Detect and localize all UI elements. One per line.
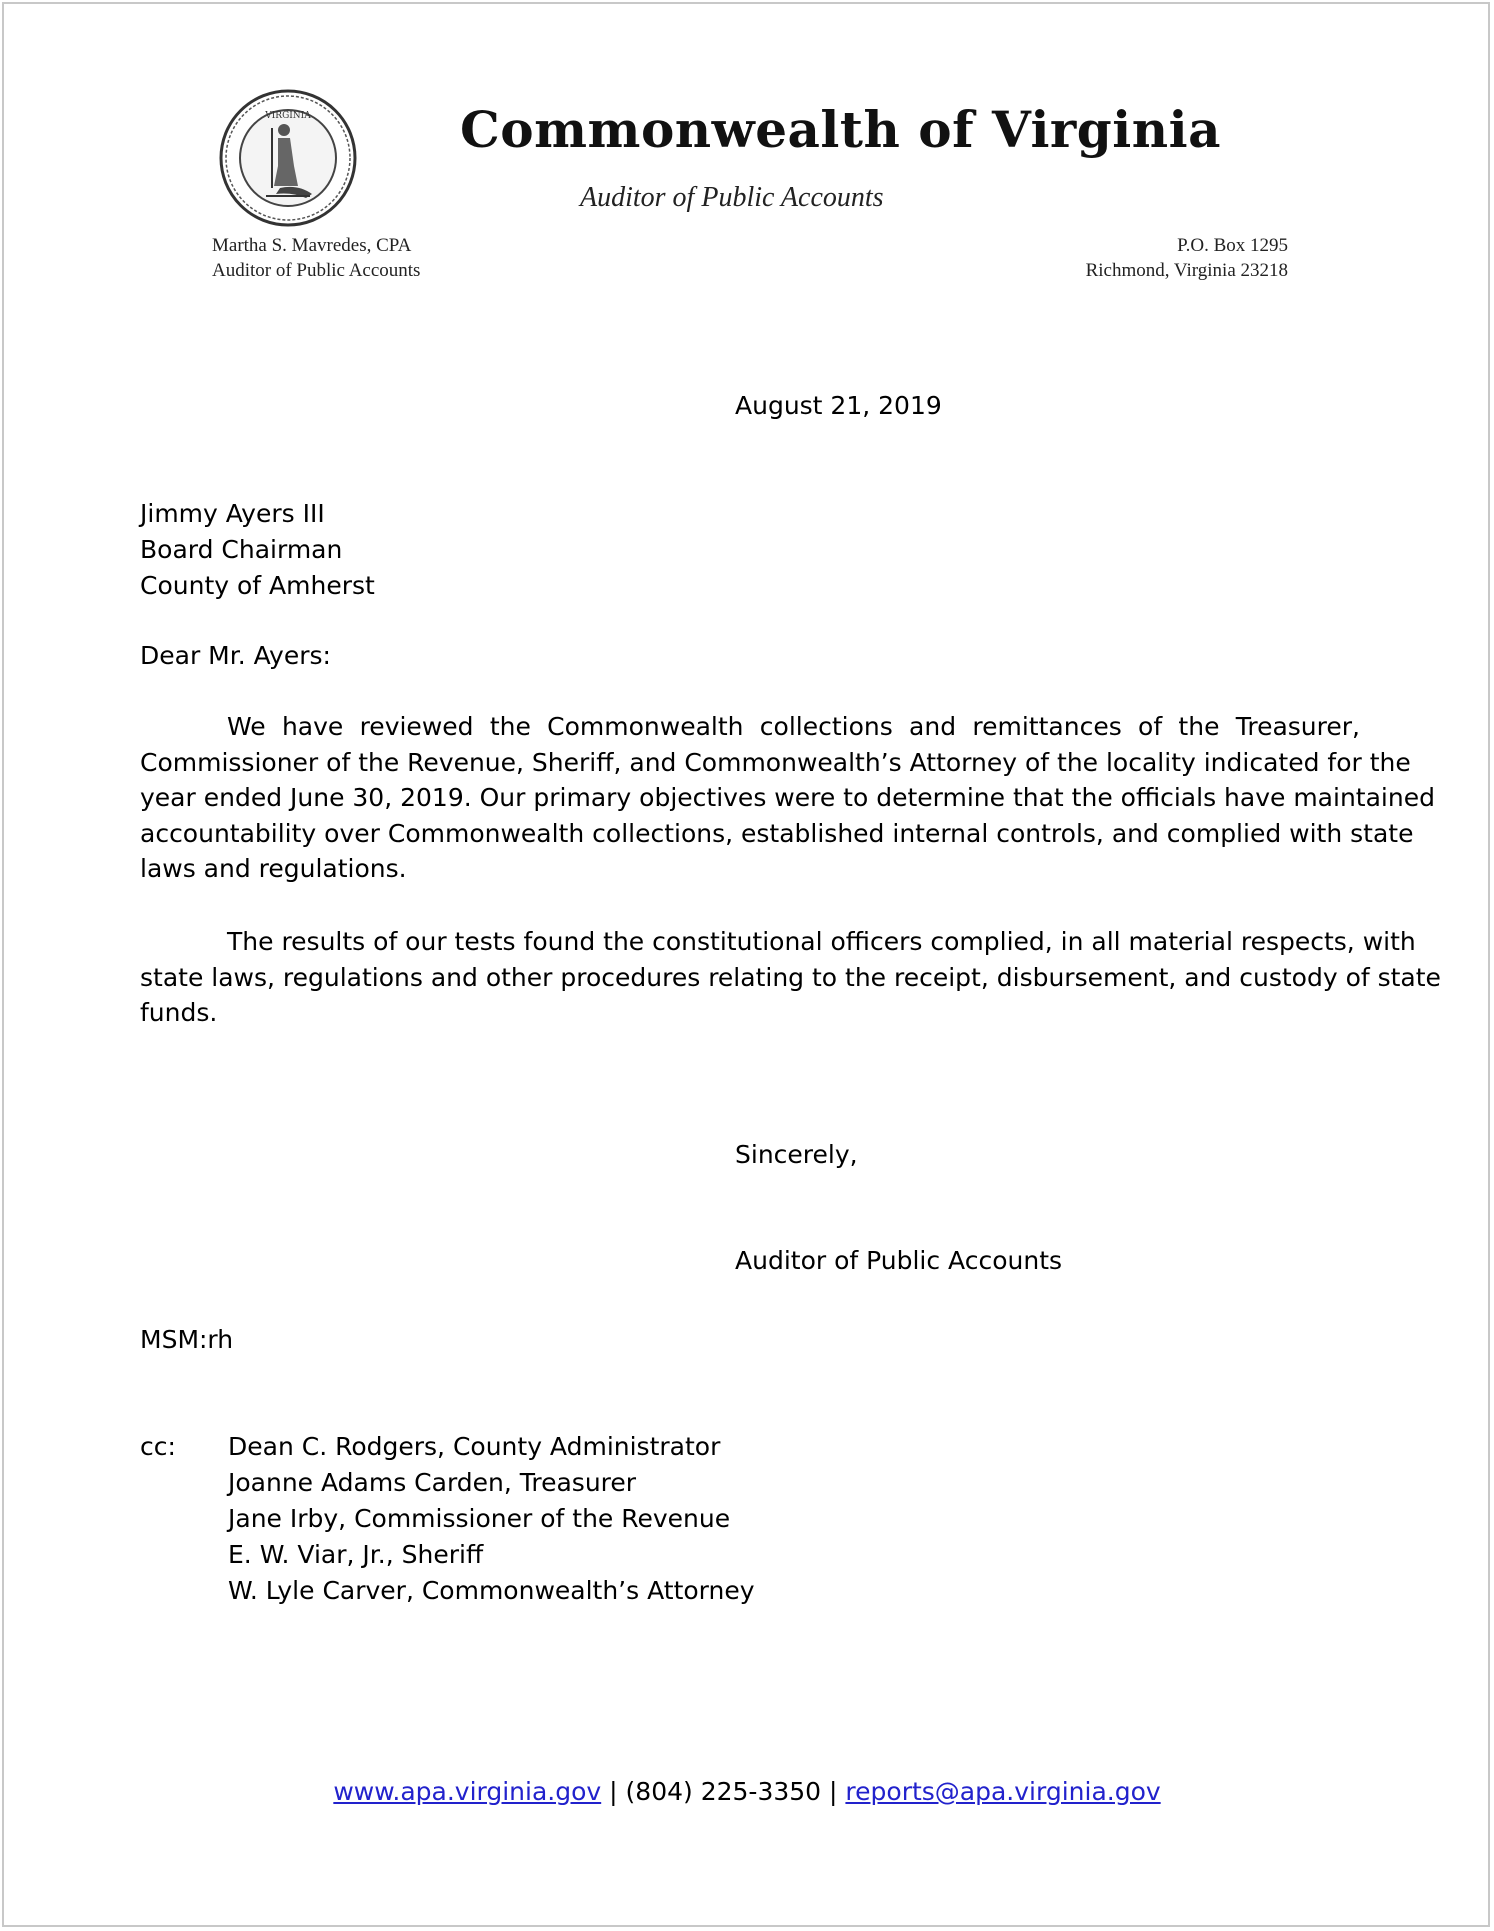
letterhead-left-block xyxy=(212,233,420,283)
paragraph-line: Commissioner of the Revenue, Sheriff, and Commonwealth’s Attorney of the locality indicated for the xyxy=(140,747,1411,777)
closing: Sincerely, xyxy=(735,1140,858,1169)
letterhead-title: Commonwealth of Virginia xyxy=(460,100,1221,159)
cc-list xyxy=(228,1429,755,1609)
signature-line: Auditor of Public Accounts xyxy=(735,1246,1063,1275)
phone-number: (804) 225-3350 xyxy=(625,1777,822,1806)
auditor-name: Martha S. Mavredes, CPA xyxy=(212,235,412,256)
letterhead-right-block xyxy=(1070,233,1288,283)
cc-item: E. W. Viar, Jr., Sheriff xyxy=(228,1540,484,1569)
virginia-seal-icon xyxy=(218,88,358,228)
paragraph-line: The results of our tests found the constitutional officers complied, in all material respects, with xyxy=(227,927,1416,956)
paragraph-line: laws and regulations. xyxy=(140,854,407,884)
cc-item: W. Lyle Carver, Commonwealth’s Attorney xyxy=(228,1576,755,1605)
recipient-organization: County of Amherst xyxy=(140,571,375,600)
body-paragraph-2 xyxy=(140,924,1441,1031)
auditor-title: Auditor of Public Accounts xyxy=(212,260,421,281)
website-link[interactable]: www.apa.virginia.gov xyxy=(333,1777,602,1806)
cc-item: Joanne Adams Carden, Treasurer xyxy=(228,1468,637,1497)
cc-item: Jane Irby, Commissioner of the Revenue xyxy=(228,1504,731,1533)
letterhead-subtitle: Auditor of Public Accounts xyxy=(580,182,884,213)
paragraph-line: year ended June 30, 2019. Our primary objectives were to determine that the officials have maintained xyxy=(140,783,1435,813)
paragraph-line: accountability over Commonwealth collections, established internal controls, and complied with state xyxy=(140,818,1414,848)
footer-separator: | xyxy=(609,1777,618,1806)
footer xyxy=(0,1777,1494,1806)
cc-label: cc: xyxy=(140,1432,176,1461)
paragraph-line: funds. xyxy=(140,998,218,1028)
paragraph-line: We have reviewed the Commonwealth collections and remittances of the Treasurer, xyxy=(227,712,1360,741)
recipient-title: Board Chairman xyxy=(140,535,343,564)
recipient-address xyxy=(140,496,375,604)
salutation: Dear Mr. Ayers: xyxy=(140,641,331,670)
paragraph-line: state laws, regulations and other procedures relating to the receipt, disbursement, and custody of state xyxy=(140,962,1441,992)
cc-item: Dean C. Rodgers, County Administrator xyxy=(228,1432,721,1461)
letter-date: August 21, 2019 xyxy=(735,391,942,420)
email-link[interactable]: reports@apa.virginia.gov xyxy=(845,1777,1161,1806)
reference-initials: MSM:rh xyxy=(140,1325,234,1354)
recipient-name: Jimmy Ayers III xyxy=(140,499,325,528)
svg-text:VIRGINIA: VIRGINIA xyxy=(265,111,311,121)
po-box: P.O. Box 1295 xyxy=(1177,235,1288,256)
city-state-zip: Richmond, Virginia 23218 xyxy=(1085,260,1288,281)
body-paragraph-1 xyxy=(140,709,1435,887)
footer-separator: | xyxy=(829,1777,838,1806)
